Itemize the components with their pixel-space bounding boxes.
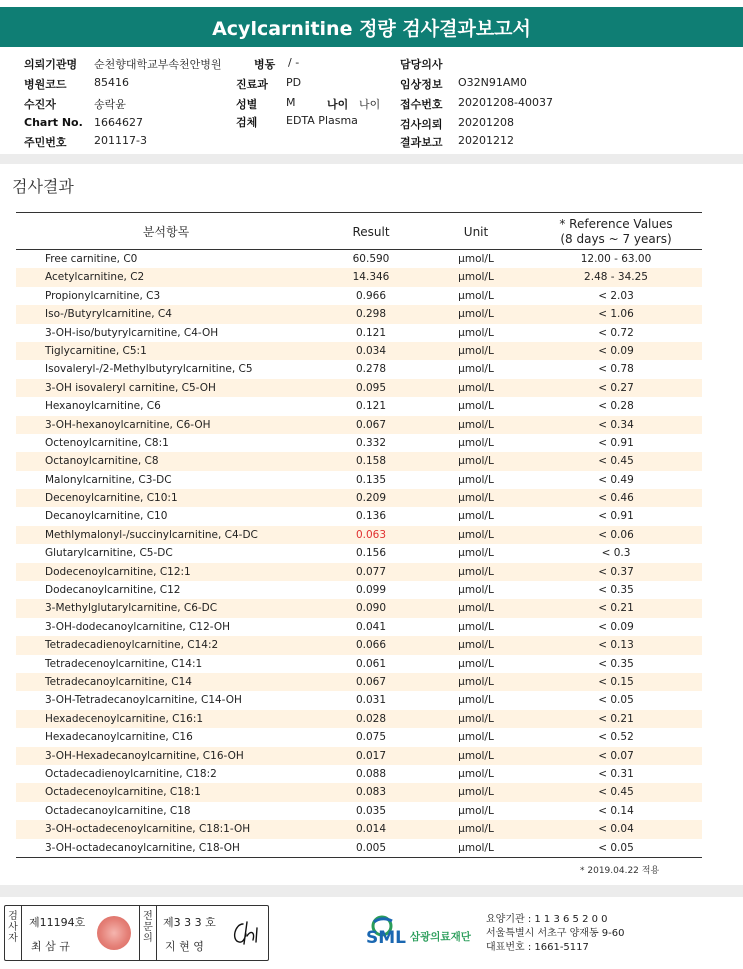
analyte-name: Decanoylcarnitine, C10 xyxy=(45,510,168,523)
hospital-code-label: 병원코드 xyxy=(24,78,67,91)
result-value: 0.041 xyxy=(355,620,387,633)
report-date-label: 결과보고 xyxy=(400,136,443,149)
patient-label: 수진자 xyxy=(24,98,56,111)
analyte-name: Hexanoylcarnitine, C6 xyxy=(45,400,161,413)
unit-value: μmol/L xyxy=(458,547,494,560)
patient-value: 송락윤 xyxy=(94,98,126,111)
table-row xyxy=(16,765,702,783)
unit-value: μmol/L xyxy=(458,786,494,799)
result-value: 0.135 xyxy=(355,473,387,486)
institution-value: 순천향대학교부속천안병원 xyxy=(94,58,222,71)
reference-value: < 0.21 xyxy=(598,712,634,725)
specimen-value: EDTA Plasma xyxy=(286,114,358,127)
reference-value: < 0.35 xyxy=(598,584,634,597)
reference-value: < 0.52 xyxy=(598,731,634,744)
reference-value: < 0.45 xyxy=(598,786,634,799)
unit-value: μmol/L xyxy=(458,528,494,541)
analyte-name: Dodecenoylcarnitine, C12:1 xyxy=(45,565,191,578)
reference-value: < 0.04 xyxy=(598,823,634,836)
result-value: 0.028 xyxy=(355,712,387,725)
table-row xyxy=(16,599,702,617)
result-value: 0.063 xyxy=(355,528,387,541)
specimen-label: 검체 xyxy=(236,116,258,129)
unit-value: μmol/L xyxy=(458,289,494,302)
ward-label: 병동 xyxy=(254,58,276,71)
reference-value: < 0.45 xyxy=(598,455,634,468)
unit-value: μmol/L xyxy=(458,694,494,707)
table-row xyxy=(16,471,702,489)
reference-value: < 0.35 xyxy=(598,657,634,670)
reference-value: < 0.27 xyxy=(598,381,634,394)
report-info-block xyxy=(0,54,743,154)
table-header xyxy=(16,212,702,250)
unit-value: μmol/L xyxy=(458,253,494,265)
reference-value: < 0.3 xyxy=(601,547,631,560)
result-value: 0.088 xyxy=(355,767,387,780)
header-reference-line1: * Reference Values xyxy=(559,217,673,231)
footer-divider xyxy=(0,885,743,897)
result-value: 0.156 xyxy=(355,547,387,560)
lab-care-no: 요양기관 : 1 1 3 6 5 2 0 0 xyxy=(486,914,608,925)
analyte-name: Tetradecadienoylcarnitine, C14:2 xyxy=(45,639,219,652)
analyte-name: 3-OH-Hexadecanoylcarnitine, C16-OH xyxy=(45,749,244,762)
lab-address: 서울특별시 서초구 양재동 9-60 xyxy=(486,928,625,939)
lab-phone: 대표번호 : 1661-5117 xyxy=(486,942,589,953)
result-value: 14.346 xyxy=(352,271,390,284)
unit-value: μmol/L xyxy=(458,400,494,413)
analyte-name: Acetylcarnitine, C2 xyxy=(45,271,145,284)
reference-value: < 0.34 xyxy=(598,418,634,431)
unit-value: μmol/L xyxy=(458,418,494,431)
reference-value: < 2.03 xyxy=(598,289,634,302)
result-value: 0.083 xyxy=(355,786,387,799)
table-row xyxy=(16,655,702,673)
reference-value: < 0.28 xyxy=(598,400,634,413)
result-value: 0.278 xyxy=(355,363,387,376)
table-row xyxy=(16,783,702,801)
header-unit: Unit xyxy=(463,224,489,239)
result-value: 0.067 xyxy=(355,418,387,431)
analyte-name: 3-OH-iso/butyrylcarnitine, C4-OH xyxy=(45,326,219,339)
result-value: 0.136 xyxy=(355,510,387,523)
table-row xyxy=(16,673,702,691)
rrn-value: 201117-3 xyxy=(94,134,147,147)
unit-value: μmol/L xyxy=(458,492,494,505)
unit-value: μmol/L xyxy=(458,473,494,486)
ward-value: / - xyxy=(288,56,300,69)
unit-value: μmol/L xyxy=(458,657,494,670)
reference-value: < 0.78 xyxy=(598,363,634,376)
request-date-value: 20201208 xyxy=(458,116,514,129)
results-table xyxy=(16,212,702,858)
unit-value: μmol/L xyxy=(458,455,494,468)
report-date-value: 20201212 xyxy=(458,134,514,147)
sex-value: M xyxy=(286,96,296,109)
reference-value: 2.48 - 34.25 xyxy=(584,271,648,284)
reference-value: < 0.46 xyxy=(598,492,634,505)
analyte-name: Dodecanoylcarnitine, C12 xyxy=(45,584,181,597)
table-row xyxy=(16,416,702,434)
examiner-label: 검 사 자 xyxy=(8,911,18,944)
reference-value: < 0.37 xyxy=(598,565,634,578)
unit-value: μmol/L xyxy=(458,749,494,762)
analyte-name: Octadecenoylcarnitine, C18:1 xyxy=(45,786,201,799)
lab-logo xyxy=(366,912,486,952)
signature-box xyxy=(4,905,269,961)
unit-value: μmol/L xyxy=(458,363,494,376)
table-row xyxy=(16,268,702,286)
header-reference xyxy=(536,213,696,251)
table-row xyxy=(16,324,702,342)
result-value: 0.035 xyxy=(355,804,387,817)
unit-value: μmol/L xyxy=(458,767,494,780)
age-value: 나이 xyxy=(359,98,381,111)
unit-value: μmol/L xyxy=(458,841,494,854)
reference-value: < 0.09 xyxy=(598,620,634,633)
result-value: 0.090 xyxy=(355,602,387,615)
unit-value: μmol/L xyxy=(458,731,494,744)
reference-value: < 0.14 xyxy=(598,804,634,817)
request-date-label: 검사의뢰 xyxy=(400,118,443,131)
clinical-info-value: O32N91AM0 xyxy=(458,76,527,89)
institution-label: 의뢰기관명 xyxy=(24,58,78,71)
analyte-name: Iso-/Butyrylcarnitine, C4 xyxy=(45,308,172,321)
reference-value: < 0.09 xyxy=(598,344,634,357)
receipt-no-label: 접수번호 xyxy=(400,98,443,111)
table-row xyxy=(16,636,702,654)
analyte-name: Free carnitine, C0 xyxy=(45,253,138,265)
signature-icon xyxy=(229,918,265,948)
table-row xyxy=(16,581,702,599)
hospital-code-value: 85416 xyxy=(94,76,129,89)
table-row xyxy=(16,728,702,746)
unit-value: μmol/L xyxy=(458,712,494,725)
result-value: 0.034 xyxy=(355,344,387,357)
chart-no-label: Chart No. xyxy=(24,116,83,129)
result-value: 0.077 xyxy=(355,565,387,578)
reference-value: < 0.06 xyxy=(598,528,634,541)
analyte-name: 3-OH-hexanoylcarnitine, C6-OH xyxy=(45,418,211,431)
result-value: 0.017 xyxy=(355,749,387,762)
table-row xyxy=(16,342,702,360)
result-value: 0.121 xyxy=(355,326,387,339)
unit-value: μmol/L xyxy=(458,620,494,633)
analyte-name: Decenoylcarnitine, C10:1 xyxy=(45,492,178,505)
table-row xyxy=(16,839,702,857)
analyte-name: Octadecadienoylcarnitine, C18:2 xyxy=(45,767,217,780)
result-value: 0.158 xyxy=(355,455,387,468)
reference-value: < 0.49 xyxy=(598,473,634,486)
table-row xyxy=(16,250,702,268)
table-body xyxy=(16,250,702,858)
table-row xyxy=(16,397,702,415)
reference-value: < 0.21 xyxy=(598,602,634,615)
analyte-name: 3-OH isovaleryl carnitine, C5-OH xyxy=(45,381,216,394)
reference-value: 12.00 - 63.00 xyxy=(580,253,652,265)
unit-value: μmol/L xyxy=(458,823,494,836)
reference-value: < 0.72 xyxy=(598,326,634,339)
unit-value: μmol/L xyxy=(458,584,494,597)
table-row xyxy=(16,747,702,765)
unit-value: μmol/L xyxy=(458,639,494,652)
result-value: 0.061 xyxy=(355,657,387,670)
result-value: 0.966 xyxy=(355,289,387,302)
examiner-name: 최 삼 규 xyxy=(31,940,70,953)
table-row xyxy=(16,507,702,525)
result-value: 0.066 xyxy=(355,639,387,652)
table-row xyxy=(16,691,702,709)
table-row xyxy=(16,379,702,397)
result-value: 0.332 xyxy=(355,436,387,449)
reference-value: < 0.05 xyxy=(598,694,634,707)
unit-value: μmol/L xyxy=(458,565,494,578)
unit-value: μmol/L xyxy=(458,271,494,284)
reference-value: < 0.13 xyxy=(598,639,634,652)
unit-value: μmol/L xyxy=(458,436,494,449)
unit-value: μmol/L xyxy=(458,308,494,321)
age-label: 나이 xyxy=(327,98,349,111)
result-value: 0.095 xyxy=(355,381,387,394)
table-row xyxy=(16,802,702,820)
analyte-name: Tetradecenoylcarnitine, C14:1 xyxy=(45,657,203,670)
analyte-name: Hexadecenoylcarnitine, C16:1 xyxy=(45,712,204,725)
table-row xyxy=(16,434,702,452)
specialist-name: 지 현 영 xyxy=(165,940,204,953)
physician-label: 담당의사 xyxy=(400,58,443,71)
lab-contact-info xyxy=(486,913,625,955)
analyte-name: Methlymalonyl-/succinylcarnitine, C4-DC xyxy=(45,528,258,541)
info-divider xyxy=(0,154,743,164)
result-value: 0.209 xyxy=(355,492,387,505)
table-row xyxy=(16,305,702,323)
analyte-name: Propionylcarnitine, C3 xyxy=(45,289,161,302)
report-title: Acylcarnitine 정량 검사결과보고서 xyxy=(212,17,531,40)
table-row xyxy=(16,710,702,728)
lab-name: 삼광의료재단 xyxy=(410,931,471,943)
specialist-license-no: 제3 3 3 호 xyxy=(163,916,216,929)
clinical-info-label: 임상정보 xyxy=(400,78,443,91)
unit-value: μmol/L xyxy=(458,510,494,523)
analyte-name: Malonylcarnitine, C3-DC xyxy=(45,473,172,486)
reference-value: < 0.31 xyxy=(598,767,634,780)
receipt-no-value: 20201208-40037 xyxy=(458,96,553,109)
analyte-name: 3-OH-Tetradecanoylcarnitine, C14-OH xyxy=(45,694,242,707)
unit-value: μmol/L xyxy=(458,326,494,339)
examiner-seal-icon xyxy=(97,916,131,950)
table-row xyxy=(16,489,702,507)
result-value: 0.067 xyxy=(355,675,387,688)
table-row xyxy=(16,452,702,470)
result-value: 0.005 xyxy=(355,841,387,854)
report-title-bar xyxy=(0,7,743,47)
table-row xyxy=(16,526,702,544)
result-value: 0.298 xyxy=(355,308,387,321)
result-value: 0.121 xyxy=(355,400,387,413)
analyte-name: Isovaleryl-/2-Methylbutyrylcarnitine, C5 xyxy=(45,363,253,376)
department-label: 진료과 xyxy=(236,78,268,91)
table-row xyxy=(16,563,702,581)
result-value: 0.075 xyxy=(355,731,387,744)
result-value: 0.014 xyxy=(355,823,387,836)
analyte-name: 3-Methylglutarylcarnitine, C6-DC xyxy=(45,602,218,615)
table-row xyxy=(16,618,702,636)
unit-value: μmol/L xyxy=(458,602,494,615)
examiner-license-no: 제11194호 xyxy=(29,916,86,929)
analyte-name: Octadecanoylcarnitine, C18 xyxy=(45,804,191,817)
analyte-name: 3-OH-octadecanoylcarnitine, C18-OH xyxy=(45,841,240,854)
reference-value: < 0.05 xyxy=(598,841,634,854)
reference-value: < 0.15 xyxy=(598,675,634,688)
analyte-name: Tetradecanoylcarnitine, C14 xyxy=(45,675,192,688)
department-value: PD xyxy=(286,76,302,89)
unit-value: μmol/L xyxy=(458,804,494,817)
lab-logo-text: SML xyxy=(366,928,406,948)
header-reference-line2: (8 days ~ 7 years) xyxy=(560,232,672,246)
reference-value: < 1.06 xyxy=(598,308,634,321)
sex-label: 성별 xyxy=(236,98,258,111)
section-title: 검사결과 xyxy=(12,177,74,196)
analyte-name: Octenoylcarnitine, C8:1 xyxy=(45,436,169,449)
table-footnote: * 2019.04.22 적용 xyxy=(580,866,660,876)
unit-value: μmol/L xyxy=(458,675,494,688)
result-value: 0.099 xyxy=(355,584,387,597)
unit-value: μmol/L xyxy=(458,344,494,357)
rrn-label: 주민번호 xyxy=(24,136,67,149)
chart-no-value: 1664627 xyxy=(94,116,143,129)
reference-value: < 0.91 xyxy=(598,510,634,523)
table-row xyxy=(16,287,702,305)
result-value: 60.590 xyxy=(352,253,390,265)
unit-value: μmol/L xyxy=(458,381,494,394)
reference-value: < 0.07 xyxy=(598,749,634,762)
result-value: 0.031 xyxy=(355,694,387,707)
header-result: Result xyxy=(352,224,390,239)
analyte-name: 3-OH-octadecenoylcarnitine, C18:1-OH xyxy=(45,823,251,836)
analyte-name: Hexadecanoylcarnitine, C16 xyxy=(45,731,193,744)
table-row xyxy=(16,820,702,838)
analyte-name: Glutarylcarnitine, C5-DC xyxy=(45,547,173,560)
header-item: 분석항목 xyxy=(142,224,190,239)
table-row xyxy=(16,544,702,562)
reference-value: < 0.91 xyxy=(598,436,634,449)
analyte-name: 3-OH-dodecanoylcarnitine, C12-OH xyxy=(45,620,231,633)
table-row xyxy=(16,360,702,378)
specialist-label: 전 문 의 xyxy=(143,911,153,944)
analyte-name: Octanoylcarnitine, C8 xyxy=(45,455,159,468)
analyte-name: Tiglycarnitine, C5:1 xyxy=(45,344,147,357)
